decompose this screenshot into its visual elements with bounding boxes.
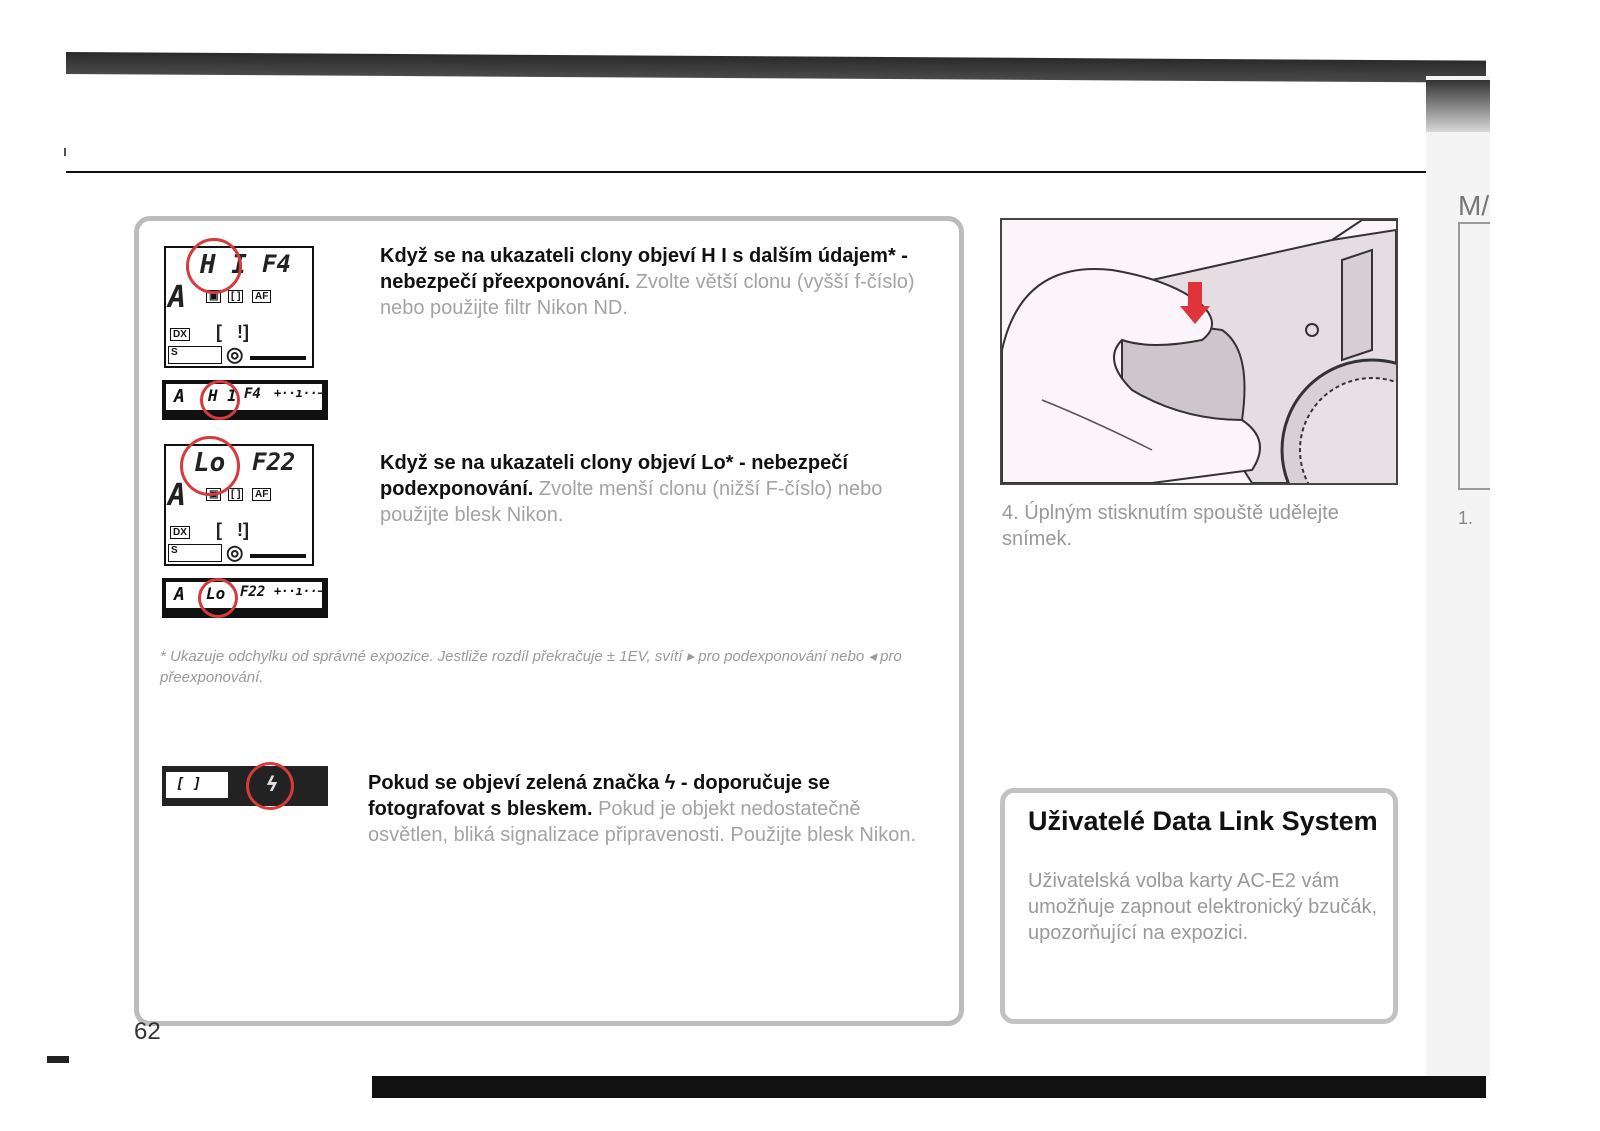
lcd-bracket: [ !] <box>216 322 249 342</box>
overexposure-body: Zvolte větší clonu (vyšší f-číslo) nebo použijte filtr Nikon ND. <box>380 271 915 319</box>
highlight-ring <box>200 380 240 420</box>
underexposure-heading: Když se na ukazateli clony objeví Lo* - nebezpečí podexponování. <box>380 452 848 500</box>
lcd-battery-bar <box>250 554 306 558</box>
lcd-dx-tag: DX <box>170 526 190 539</box>
next-page-heading-fragment: M/ <box>1458 190 1490 221</box>
lcd-fstop: F22 <box>252 448 296 476</box>
lcd-fstop: F4 <box>262 250 291 278</box>
lcd-af-tag: AF <box>252 290 271 303</box>
camera-hand-drawing <box>1002 220 1396 483</box>
footnote: * Ukazuje odchylku od správné expozice. Jestliže rozdíl překračuje ± 1EV, svítí ▸ pro podexponování nebo ◂ pro přeexponování. <box>160 648 902 686</box>
top-edge-bar <box>66 52 1486 83</box>
flash-body: Pokud je objekt nedostatečně osvětlen, bliká signalizace připravenosti. Použijte blesk Nikon. <box>368 798 917 846</box>
step-caption: 4. Úplným stisknutím spouště udělejte snímek. <box>1002 502 1339 550</box>
overexposure-text <box>380 243 940 321</box>
lcd-metering-icon: ▣ <box>206 290 221 303</box>
lcd-mode: A <box>168 478 187 513</box>
strip-fstop: F4 <box>244 386 261 402</box>
scan-mark <box>64 148 66 156</box>
next-page-step-fragment: 1. <box>1458 508 1474 528</box>
lcd-metering-icon: ▣ <box>206 488 221 501</box>
lcd-mode: A <box>168 280 187 315</box>
lcd-s-tag: S <box>168 544 222 562</box>
exposure-scale-icon: +··ı··− <box>274 584 325 598</box>
exposure-scale-icon: +··ı··− <box>274 386 325 400</box>
lcd-s-tag: S <box>168 346 222 364</box>
underexposure-text <box>380 450 940 528</box>
page-number: 62 <box>134 1018 161 1045</box>
shutter-release-illustration <box>1000 218 1398 485</box>
strip-mode: A <box>174 584 185 605</box>
lcd-aperture-hi: H I <box>200 250 247 280</box>
lcd-battery-bar <box>250 356 306 360</box>
viewfinder-strip-underexposure <box>162 578 328 618</box>
strip-fstop: F22 <box>240 584 266 600</box>
flash-ready-icon: ϟ <box>266 772 279 796</box>
highlight-ring <box>186 238 242 294</box>
underexposure-body: Zvolte menší clonu (nižší F-číslo) nebo použijte blesk Nikon. <box>380 478 883 526</box>
header-rule <box>66 171 1426 173</box>
highlight-ring <box>180 436 240 496</box>
viewfinder-strip-overexposure <box>162 380 328 420</box>
bottom-edge-bar <box>372 1076 1486 1098</box>
lcd-focus-bracket: [ ] <box>228 290 243 303</box>
lcd-bracket: [ !] <box>216 520 249 540</box>
flash-heading: Pokud se objeví zelená značka ϟ - doporučuje se fotografovat s bleskem. <box>368 772 830 820</box>
lcd-aperture-lo: Lo <box>194 448 226 478</box>
flash-text <box>368 770 928 848</box>
strip-aperture-lo: Lo <box>206 584 226 603</box>
lcd-dx-tag: DX <box>170 328 190 341</box>
lcd-focus-bracket: [ ] <box>228 488 243 501</box>
data-link-title: Uživatelé Data Link System <box>1028 806 1378 836</box>
next-page-shadow <box>1426 80 1490 132</box>
highlight-ring <box>246 762 294 810</box>
strip-bracket: [ ] <box>176 776 202 792</box>
lcd-af-tag: AF <box>252 488 271 501</box>
lcd-shutter-icon: ◎ <box>226 542 244 564</box>
binding-mark <box>47 1056 69 1063</box>
overexposure-heading: Když se na ukazateli clony objeví H I s dalším údajem* - nebezpečí přeexponování. <box>380 245 908 293</box>
data-link-body: Uživatelská volba karty AC-E2 vám umožňuje zapnout elektronický bzučák, upozorňující na expozici. <box>1028 870 1378 944</box>
lcd-shutter-icon: ◎ <box>226 344 244 366</box>
viewfinder-strip-flash <box>162 766 328 806</box>
next-page-photo-fragment <box>1458 222 1490 490</box>
strip-mode: A <box>174 386 185 407</box>
highlight-ring <box>198 578 238 618</box>
strip-aperture-hi: H I <box>208 386 237 405</box>
